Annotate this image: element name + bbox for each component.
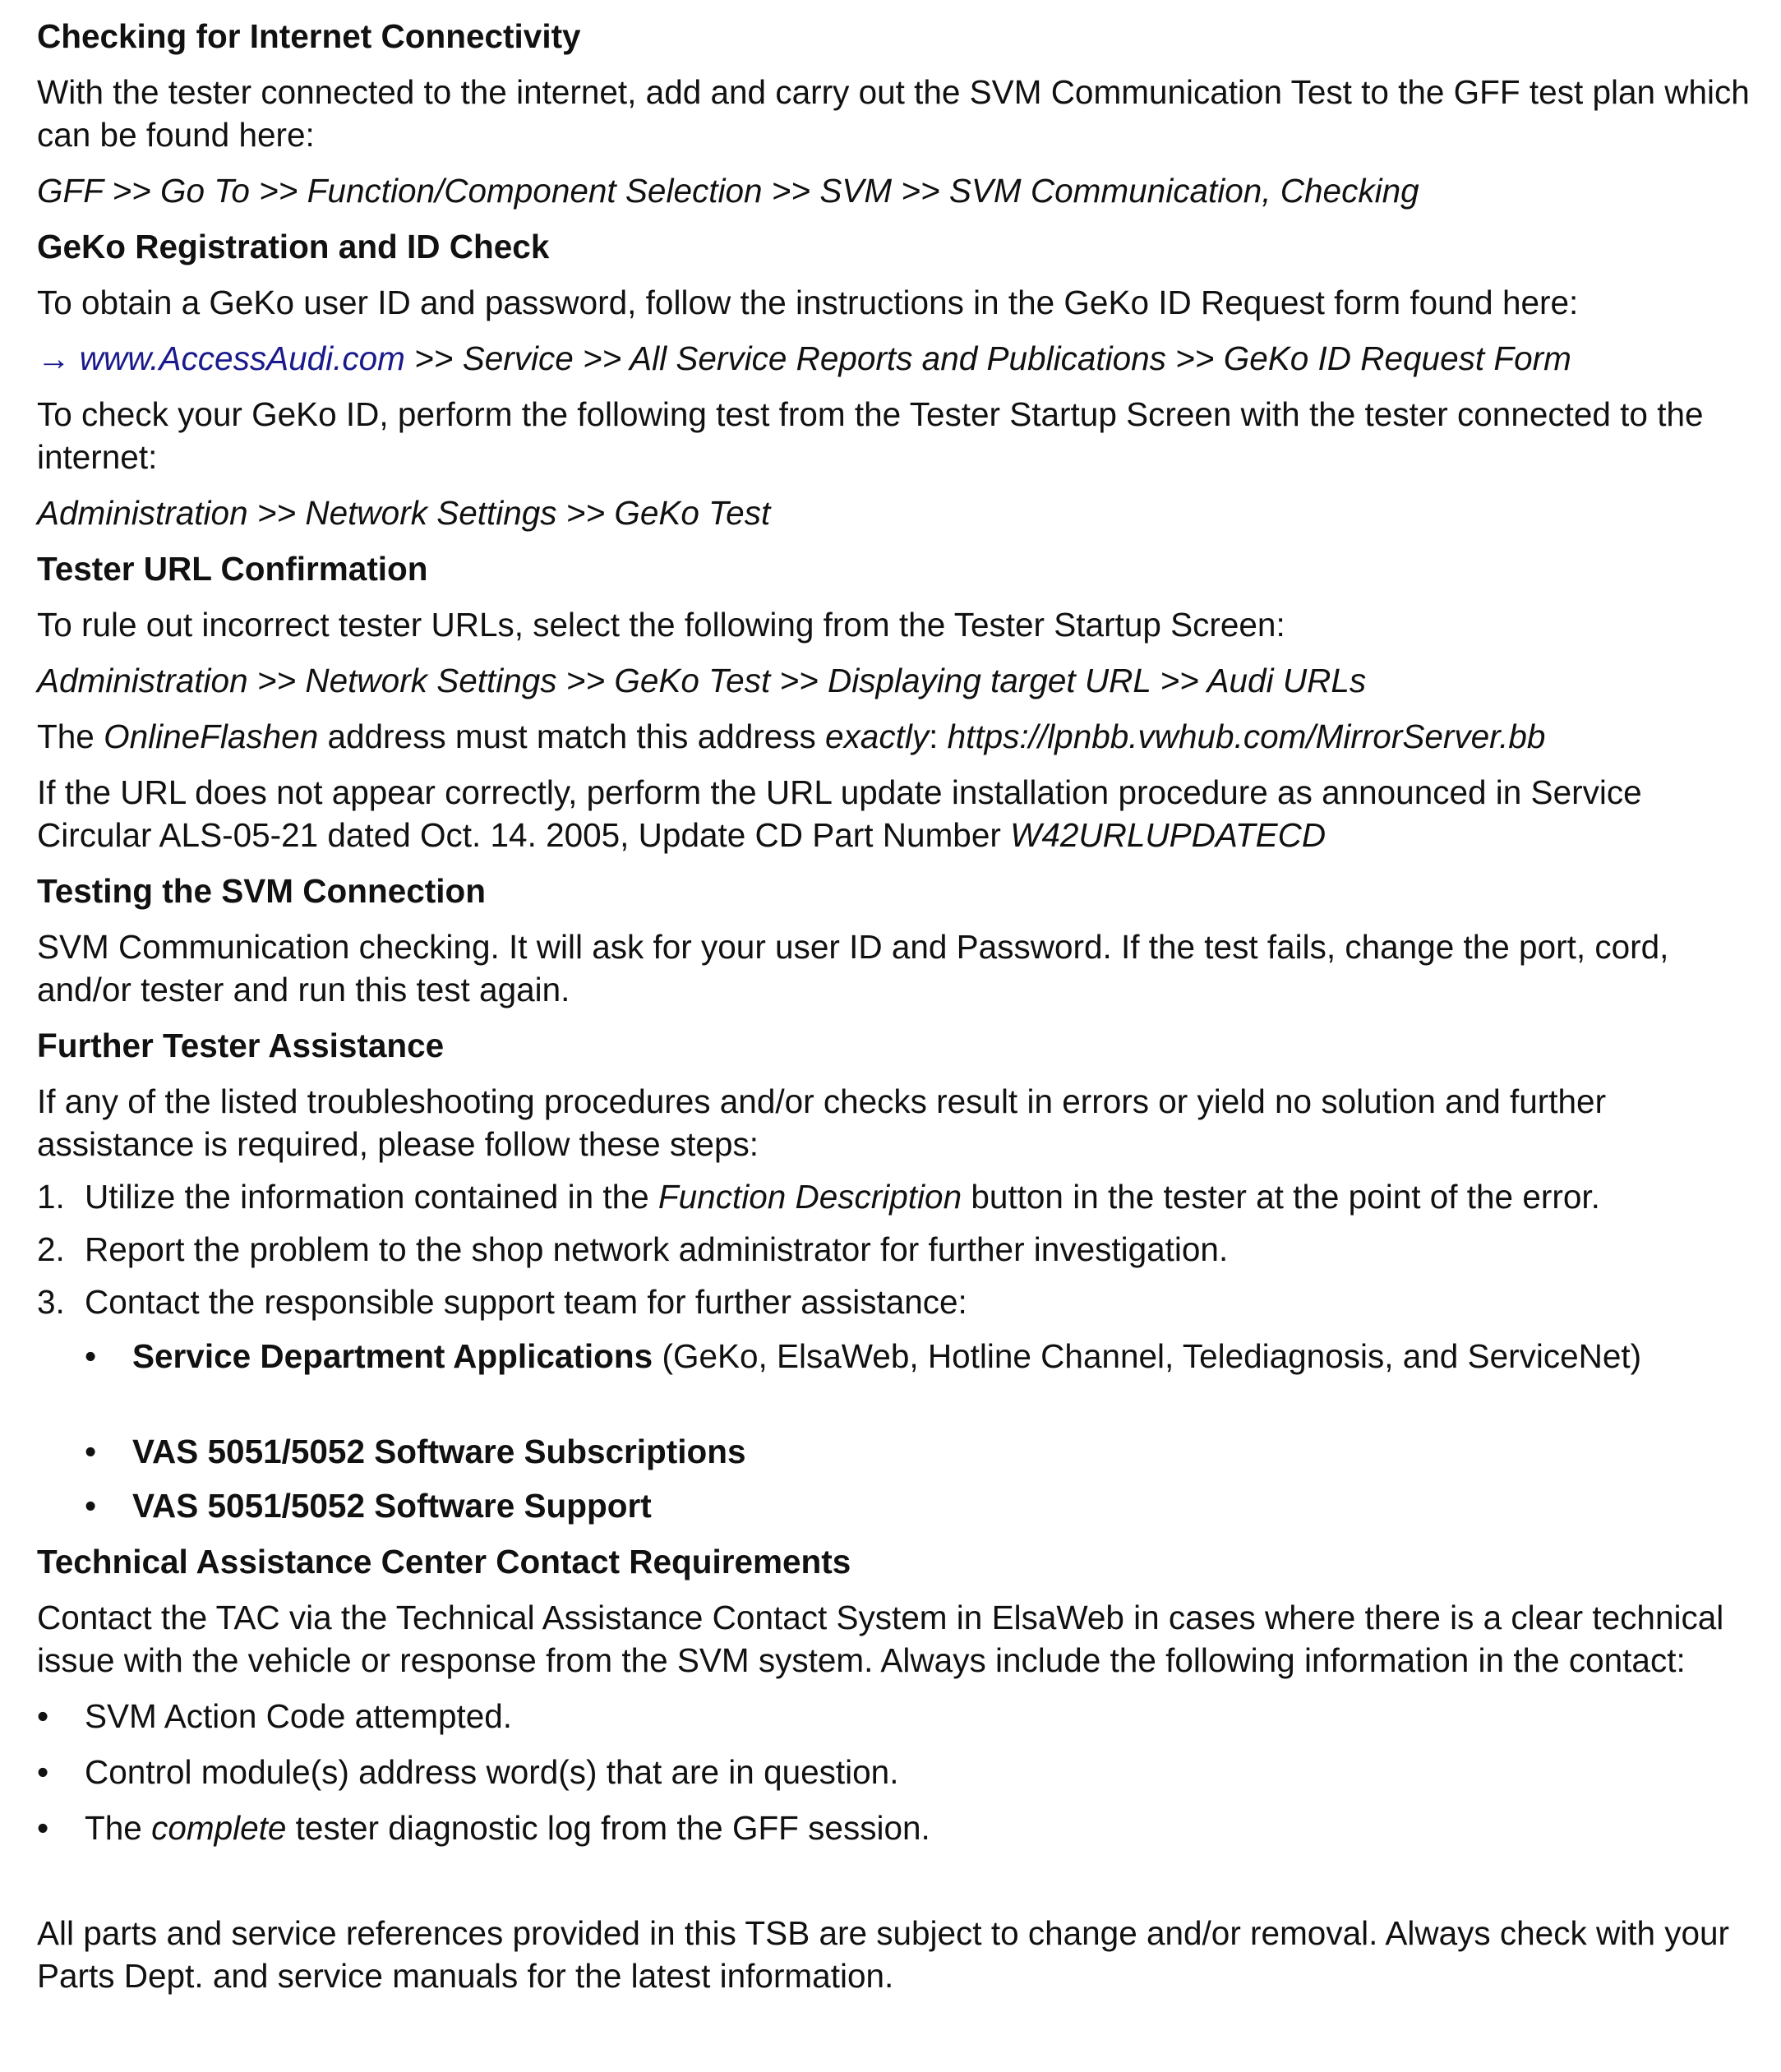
internet-instructions: With the tester connected to the internet, add and carry out the SVM Communication Test to the GFF test plan which can be found here:	[37, 73, 1750, 154]
step-text: Contact the responsible support team for further assistance:	[85, 1283, 967, 1321]
document-page	[37, 15, 1755, 1997]
geko-request-path	[37, 337, 1755, 380]
step-number: 3.	[37, 1283, 65, 1321]
tac-requirements-list	[37, 1695, 1755, 1849]
function-description-term: Function Description	[657, 1178, 962, 1216]
list-item	[37, 1175, 1755, 1218]
complete-term: complete	[151, 1809, 287, 1847]
exactly-term: exactly	[825, 718, 930, 755]
url-match-prefix: The	[37, 718, 95, 755]
assistance-steps-list	[37, 1175, 1755, 1527]
url-instructions: To rule out incorrect tester URLs, select the following from the Tester Startup Screen:	[37, 606, 1285, 644]
step-number: 1.	[37, 1178, 65, 1216]
step-number: 2.	[37, 1230, 65, 1268]
bullet-icon: •	[85, 1487, 97, 1525]
geko-check-path: Administration >> Network Settings >> GeKo Test	[37, 494, 771, 532]
heading-tester-url: Tester URL Confirmation	[37, 550, 428, 588]
heading-svm-connection: Testing the SVM Connection	[37, 872, 486, 910]
svm-connection-text: SVM Communication checking. It will ask for your user ID and Password. If the test fails, change the port, cord, and/or tester and run this test again.	[37, 928, 1669, 1008]
assistance-intro: If any of the listed troubleshooting procedures and/or checks result in errors or yield no solution and further assistance is required, please follow these steps:	[37, 1082, 1607, 1163]
requirement-text-post: tester diagnostic log from the GFF session.	[295, 1809, 930, 1847]
bullet-icon: •	[85, 1433, 97, 1470]
footer-disclaimer: All parts and service references provided in this TSB are subject to change and/or removal. Always check with your Parts Dept. and service manuals for the latest information.	[37, 1914, 1730, 1995]
list-item	[37, 1751, 1755, 1793]
url-match-colon: :	[929, 718, 939, 755]
url-update-statement	[37, 771, 1755, 856]
url-match-statement	[37, 715, 1755, 758]
bullet-icon: •	[85, 1337, 97, 1375]
step-text: Report the problem to the shop network administrator for further investigation.	[85, 1230, 1229, 1268]
url-match-mid: address must match this address	[327, 718, 816, 755]
support-team-name: Service Department Applications	[132, 1337, 653, 1375]
bullet-icon: •	[37, 1697, 49, 1735]
update-cd-part-number: W42URLUPDATECD	[1010, 816, 1327, 854]
support-team-detail: (GeKo, ElsaWeb, Hotline Channel, Telediagnosis, and ServiceNet)	[662, 1337, 1642, 1375]
list-item	[37, 1695, 1755, 1737]
online-flashen-term: OnlineFlashen	[104, 718, 319, 755]
heading-tac-requirements: Technical Assistance Center Contact Requirements	[37, 1543, 851, 1581]
list-item	[37, 1228, 1755, 1271]
requirement-text: SVM Action Code attempted.	[85, 1697, 513, 1735]
step-text-pre: Utilize the information contained in the	[85, 1178, 649, 1216]
heading-geko-registration: GeKo Registration and ID Check	[37, 228, 550, 265]
accessaudi-link[interactable]: www.AccessAudi.com	[79, 339, 405, 377]
url-menu-path: Administration >> Network Settings >> GeKo Test >> Displaying target URL >> Audi URLs	[37, 662, 1367, 699]
tac-text: Contact the TAC via the Technical Assistance Contact System in ElsaWeb in cases where there is a clear technical issue with the vehicle or response from the SVM system. Always include the following information in the contact:	[37, 1599, 1724, 1679]
geko-check-instructions: To check your GeKo ID, perform the following test from the Tester Startup Screen with the tester connected to the internet:	[37, 395, 1704, 476]
heading-internet-connectivity: Checking for Internet Connectivity	[37, 17, 581, 55]
heading-further-assistance: Further Tester Assistance	[37, 1027, 445, 1064]
list-item	[37, 1484, 1755, 1527]
mirror-server-url: https://lpnbb.vwhub.com/MirrorServer.bb	[947, 718, 1546, 755]
list-item	[37, 1335, 1755, 1377]
step-text-post: button in the tester at the point of the error.	[971, 1178, 1600, 1216]
requirement-text: Control module(s) address word(s) that are in question.	[85, 1753, 899, 1791]
list-item	[37, 1430, 1755, 1473]
internet-menu-path: GFF >> Go To >> Function/Component Selection >> SVM >> SVM Communication, Checking	[37, 172, 1419, 210]
url-update-text: If the URL does not appear correctly, perform the URL update installation procedure as announced in Service Circular ALS-05-21 dated Oct. 14. 2005, Update CD Part Number	[37, 773, 1642, 854]
bullet-icon: •	[37, 1753, 49, 1791]
list-item	[37, 1807, 1755, 1849]
bullet-icon: •	[37, 1809, 49, 1847]
support-team-name: VAS 5051/5052 Software Subscriptions	[132, 1433, 746, 1470]
requirement-text-pre: The	[85, 1809, 142, 1847]
list-item	[37, 1281, 1755, 1527]
link-arrow-icon: →	[37, 339, 71, 377]
support-team-list	[37, 1335, 1755, 1527]
geko-instructions: To obtain a GeKo user ID and password, follow the instructions in the GeKo ID Request form found here:	[37, 284, 1579, 321]
geko-request-path-rest: >> Service >> All Service Reports and Publications >> GeKo ID Request Form	[414, 339, 1571, 377]
support-team-name: VAS 5051/5052 Software Support	[132, 1487, 652, 1525]
